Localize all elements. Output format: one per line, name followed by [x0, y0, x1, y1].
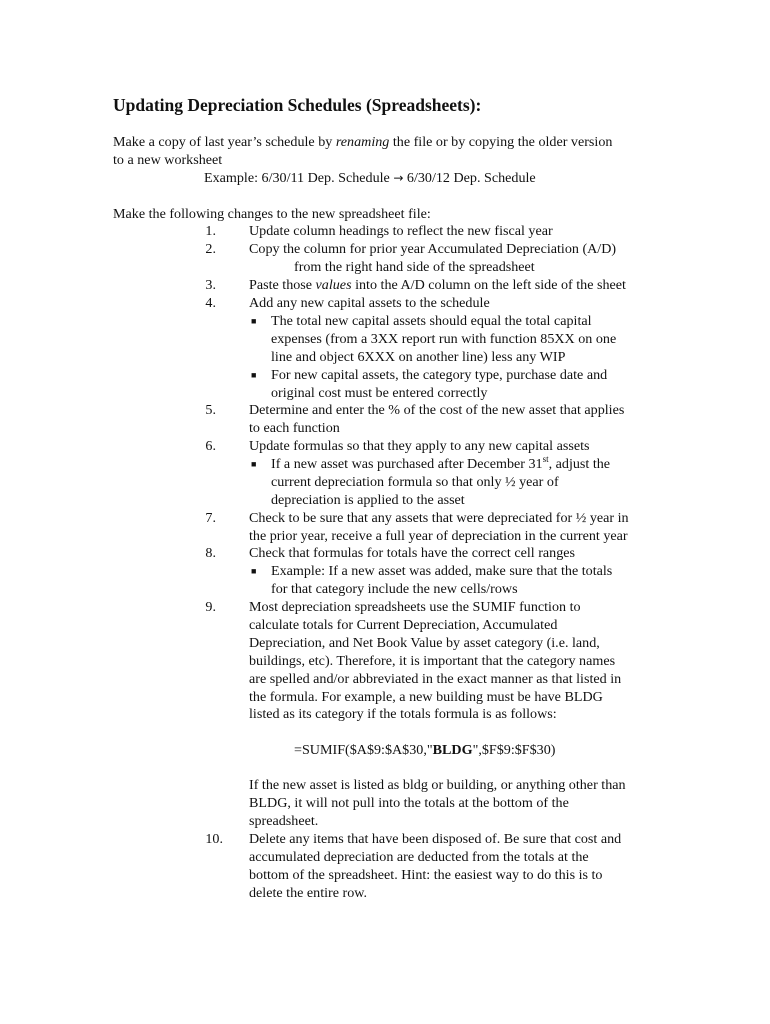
changes-heading: Make the following changes to the new spreadsheet file: [113, 206, 431, 222]
item-4-bullet-1: The total new capital assets should equal the total capital [271, 313, 592, 329]
item-number: 1. [205, 223, 216, 239]
bullet-square-icon: ■ [251, 316, 257, 326]
ordinal-suffix: st [542, 454, 549, 464]
item-number: 6. [205, 438, 216, 454]
bullet-square-icon: ■ [251, 566, 257, 576]
item-9-text: the formula. For example, a new building must be have BLDG [249, 689, 603, 705]
item-9-note: BLDG, it will not pull into the totals at the bottom of the [249, 795, 569, 811]
example-line [204, 169, 536, 187]
item-3-text-b: into the A/D column on the left side of the sheet [351, 277, 626, 293]
intro-emphasis: renaming [335, 134, 390, 150]
item-10-text: bottom of the spreadsheet. Hint: the easiest way to do this is to [249, 867, 603, 883]
item-number: 3. [205, 277, 216, 293]
item-4-text: Add any new capital assets to the schedule [249, 295, 490, 311]
item-9-note: spreadsheet. [249, 813, 319, 829]
item-9-text: listed as its category if the totals formula is as follows: [249, 706, 557, 722]
item-2-text: from the right hand side of the spreadsheet [294, 259, 535, 275]
formula-text-b: ",$F$9:$F$30) [472, 742, 556, 758]
item-9-note: If the new asset is listed as bldg or building, or anything other than [249, 777, 626, 793]
item-3-emphasis: values [315, 277, 352, 293]
arrow-right-icon: → [393, 171, 404, 185]
item-7-text: Check to be sure that any assets that were depreciated for ½ year in [249, 510, 629, 526]
item-1-text: Update column headings to reflect the new fiscal year [249, 223, 553, 239]
item-6-bullet-1: current depreciation formula so that only ½ year of [271, 474, 559, 490]
item-6-bullet-1 [271, 455, 610, 473]
item-3-text [249, 276, 626, 294]
item-number: 9. [205, 599, 216, 615]
intro-line-1 [113, 133, 612, 151]
item-9-text: Most depreciation spreadsheets use the SUMIF function to [249, 599, 581, 615]
item-4-bullet-1: line and object 6XXX on another line) less any WIP [271, 349, 566, 365]
item-6-text: Update formulas so that they apply to any new capital assets [249, 438, 590, 454]
item-9-text: are spelled and/or abbreviated in the exact manner as that listed in [249, 671, 622, 687]
item-number: 10. [205, 831, 223, 847]
document-title: Updating Depreciation Schedules (Spreadsheets): [113, 95, 482, 115]
item-7-text: the prior year, receive a full year of depreciation in the current year [249, 528, 628, 544]
item-4-bullet-1: expenses (from a 3XX report run with function 85XX on one [271, 331, 617, 347]
item-8-text: Check that formulas for totals have the correct cell ranges [249, 545, 575, 561]
item-number: 2. [205, 241, 216, 257]
bullet-square-icon: ■ [251, 459, 257, 469]
item-2-text: Copy the column for prior year Accumulated Depreciation (A/D) [249, 241, 617, 257]
item-9-text: buildings, etc). Therefore, it is important that the category names [249, 653, 616, 669]
item-number: 4. [205, 295, 216, 311]
item-10-text: Delete any items that have been disposed of. Be sure that cost and [249, 831, 622, 847]
formula-category: BLDG [432, 742, 473, 758]
example-text-b: 6/30/12 Dep. Schedule [403, 170, 536, 186]
item-6-bullet-1: depreciation is applied to the asset [271, 492, 465, 508]
item-9-text: calculate totals for Current Depreciation, Accumulated [249, 617, 558, 633]
item-number: 7. [205, 510, 216, 526]
sumif-formula [294, 741, 555, 759]
item-6-bullet-text-a: If a new asset was purchased after December 31 [271, 456, 543, 472]
item-4-bullet-2: For new capital assets, the category type, purchase date and [271, 367, 608, 383]
item-10-text: accumulated depreciation are deducted from the totals at the [249, 849, 589, 865]
item-9-text: Depreciation, and Net Book Value by asset category (i.e. land, [249, 635, 600, 651]
intro-line-2: to a new worksheet [113, 152, 223, 168]
item-6-bullet-text-b: , adjust the [548, 456, 611, 472]
item-3-text-a: Paste those [249, 277, 316, 293]
item-5-text: Determine and enter the % of the cost of the new asset that applies [249, 402, 625, 418]
item-10-text: delete the entire row. [249, 885, 368, 901]
item-number: 5. [205, 402, 216, 418]
bullet-square-icon: ■ [251, 370, 257, 380]
item-8-bullet-1: Example: If a new asset was added, make sure that the totals [271, 563, 613, 579]
item-number: 8. [205, 545, 216, 561]
intro-text-b: the file or by copying the older version [389, 134, 613, 150]
item-8-bullet-1: for that category include the new cells/rows [271, 581, 518, 597]
item-4-bullet-2: original cost must be entered correctly [271, 385, 488, 401]
example-text-a: Example: 6/30/11 Dep. Schedule [204, 170, 394, 186]
intro-text-a: Make a copy of last year’s schedule by [113, 134, 336, 150]
item-5-text: to each function [249, 420, 340, 436]
formula-text-a: =SUMIF($A$9:$A$30," [294, 742, 433, 758]
